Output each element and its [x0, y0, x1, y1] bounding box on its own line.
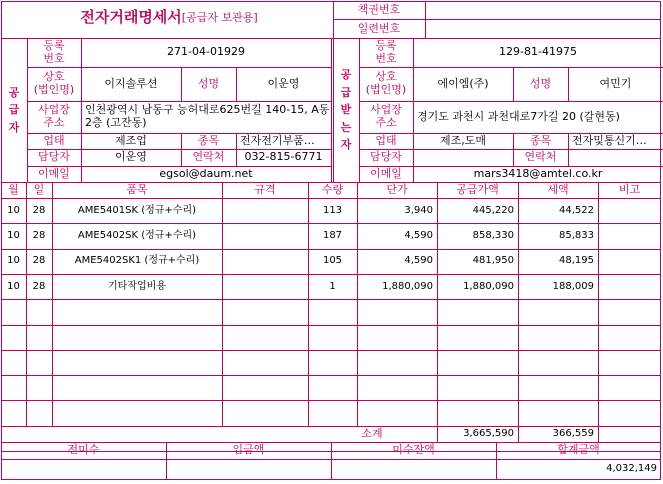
receiver-side-label-part: 자 [340, 138, 352, 152]
receiver-email: mars3418@amtel.co.kr [473, 166, 603, 180]
table-cell-price: 4,590 [404, 230, 433, 242]
table-cell-supply: 481,950 [472, 255, 514, 267]
table-cell-item: AME5402SK (정규+수리) [77, 230, 197, 242]
receiver-reg-label [359, 38, 413, 67]
table-cell-day: 28 [32, 280, 46, 292]
receiver-company-label-part: 상호 [375, 70, 397, 84]
receiver-manager [413, 149, 513, 166]
table-row-separator [1, 325, 661, 326]
table-cell-supply: 445,220 [472, 204, 514, 216]
receiver-email-label: 이메일 [370, 166, 402, 180]
table-header-3: 규격 [254, 182, 276, 196]
receiver-manager-label: 담당자 [370, 150, 402, 164]
supplier-company-label-part: 상호 [43, 70, 65, 84]
receiver-contact-label: 연락처 [524, 150, 557, 164]
receiver-side-label-part: 는 [340, 120, 352, 134]
receiver-reg-label-part: 등록 [375, 38, 397, 52]
table-row-separator [1, 375, 661, 376]
table-cell-qty: 113 [322, 204, 343, 216]
table-cell-day: 28 [32, 204, 46, 216]
receiver-side-label-part: 받 [340, 103, 352, 117]
receiver-address: 경기도 과천시 과천대로7가길 20 (갈현동) [417, 109, 620, 123]
supplier-contact: 032-815-6771 [244, 150, 323, 164]
supplier-email-label: 이메일 [38, 166, 70, 180]
table-header-7: 세액 [547, 182, 569, 196]
supplier-biz-type-label: 업태 [43, 133, 65, 147]
receiver-biz-type-label: 업태 [375, 133, 397, 147]
supplier-manager: 이운영 [115, 150, 147, 164]
footer-deposit-label: 입금액 [232, 443, 265, 457]
supplier-address-label-part: 주소 [43, 116, 65, 129]
receiver-company-label [359, 67, 413, 101]
supplier-company-name: 이지솔루션 [104, 76, 158, 90]
table-header-1: 일 [33, 182, 45, 196]
supplier-address-label [27, 101, 81, 133]
table-cell-supply: 1,880,090 [463, 280, 514, 292]
table-cell-note [598, 198, 661, 223]
table-cell-spec [222, 249, 308, 274]
table-row-separator [1, 350, 661, 351]
supplier-side-label-part: 자 [8, 120, 20, 134]
table-cell-spec [222, 274, 308, 299]
table-cell-day: 28 [32, 255, 46, 267]
table-header-6: 공급가액 [456, 182, 499, 196]
supplier-manager-label: 담당자 [38, 150, 70, 164]
table-cell-note [598, 274, 661, 299]
supplier-reg-label-part: 등록 [43, 38, 65, 52]
subtitle-text: [공급자 보관용] [181, 10, 258, 24]
supplier-email: egsol@daum.net [159, 166, 253, 180]
table-row-separator [1, 299, 661, 300]
receiver-address-label [359, 101, 413, 133]
receiver-contact [568, 149, 663, 166]
table-cell-month: 10 [7, 255, 20, 267]
receiver-address-label-part: 사업장 [370, 103, 402, 117]
table-cell-month: 10 [7, 230, 20, 242]
table-header-2: 품목 [126, 182, 148, 196]
table-header-0: 월 [8, 182, 19, 196]
supplier-address-label-part: 사업장 [38, 103, 70, 117]
supplier-company-label-part: (법인명) [33, 83, 75, 96]
receiver-address-label-part: 주소 [375, 116, 397, 129]
supplier-side-label [1, 38, 27, 182]
table-cell-month: 10 [7, 204, 20, 216]
table-cell-day: 28 [32, 230, 46, 242]
table-cell-tax: 85,833 [559, 230, 594, 242]
table-cell-month: 10 [7, 280, 20, 292]
subtotal-tax: 366,559 [552, 428, 594, 440]
supplier-company-label [27, 67, 81, 101]
receiver-company-name: 에이엠(주) [437, 76, 489, 90]
table-header-4: 수량 [321, 182, 344, 196]
table-cell-note [598, 249, 661, 274]
book-number-label: 책권번호 [357, 3, 401, 17]
supplier-biz-item: 전자전기부품… [240, 133, 315, 147]
supplier-side-label-part: 공 [8, 85, 20, 99]
supplier-reg-label [27, 38, 81, 67]
table-cell-spec [222, 223, 308, 248]
table-cell-price: 4,590 [404, 255, 433, 267]
serial-number-label: 일련번호 [357, 21, 401, 35]
subtotal-label: 소계 [361, 426, 383, 440]
footer-balance-label: 미수잔액 [392, 443, 435, 457]
receiver-side-label-part: 공 [340, 68, 352, 82]
footer-deposit [166, 459, 331, 478]
table-header-5: 단가 [386, 182, 408, 196]
supplier-contact-label: 연락처 [192, 150, 225, 164]
table-cell-qty: 187 [322, 230, 343, 242]
receiver-name-label: 성명 [529, 76, 552, 90]
receiver-biz-item: 전자및통신기… [572, 133, 647, 147]
footer-balance [331, 459, 496, 478]
table-cell-item: AME5402SK1 (정규+수리) [74, 255, 200, 267]
table-cell-note [598, 223, 661, 248]
table-cell-tax: 188,009 [552, 280, 594, 292]
receiver-biz-type: 제조,도매 [439, 133, 486, 147]
receiver-representative-name: 여민기 [599, 76, 632, 90]
supplier-reg-number: 271-04-01929 [167, 45, 245, 59]
table-cell-item: 기타작업비용 [108, 280, 166, 292]
table-cell-price: 1,880,090 [382, 280, 433, 292]
receiver-biz-item-label: 종목 [529, 133, 552, 147]
footer-total-label: 합계금액 [557, 443, 600, 457]
supplier-biz-item-label: 종목 [197, 133, 220, 147]
receiver-side-label [333, 38, 359, 182]
table-cell-supply: 858,330 [472, 230, 514, 242]
footer-prev-unpaid [1, 459, 166, 478]
supplier-side-label-part: 급 [8, 103, 20, 117]
receiver-side-label-part: 급 [340, 85, 352, 99]
party-divider [331, 38, 332, 182]
table-cell-tax: 48,195 [559, 255, 594, 267]
supplier-biz-type: 제조업 [115, 133, 147, 147]
title-text: 전자거래명세서 [80, 8, 182, 27]
table-header-8: 비고 [618, 182, 641, 196]
supplier-name-label: 성명 [197, 76, 220, 90]
receiver-reg-label-part: 번호 [375, 51, 397, 65]
table-cell-tax: 44,522 [559, 204, 594, 216]
supplier-address: 인천광역시 남동구 능허대로625번길 140-15, A동 2층 (고잔동) [85, 103, 330, 129]
receiver-reg-number: 129-81-41975 [499, 45, 577, 59]
footer-prev-unpaid-label: 전미수 [67, 443, 100, 457]
table-cell-item: AME5401SK (정규+수리) [77, 204, 197, 216]
supplier-reg-label-part: 번호 [43, 51, 65, 65]
footer-total: 4,032,149 [606, 462, 657, 474]
table-cell-qty: 1 [329, 280, 336, 292]
document-title [8, 4, 330, 32]
table-cell-price: 3,940 [404, 204, 433, 216]
table-cell-qty: 105 [322, 255, 343, 267]
grid-line [598, 426, 599, 442]
table-cell-spec [222, 198, 308, 223]
table-row-separator [1, 400, 661, 401]
supplier-representative-name: 이운영 [267, 76, 300, 90]
receiver-company-label-part: (법인명) [365, 83, 407, 96]
subtotal-supply: 3,665,590 [463, 428, 514, 440]
